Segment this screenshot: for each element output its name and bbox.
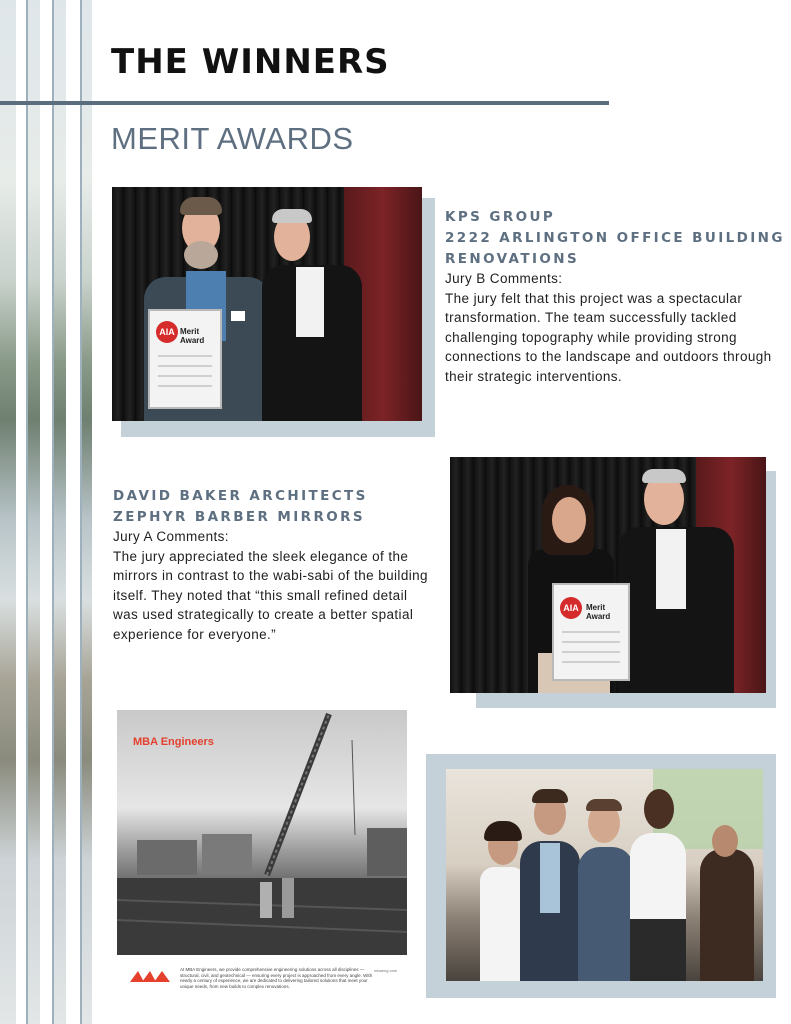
- jury-comment: The jury appreciated the sleek elegance of the mirrors in contrast to the wabi-sabi of the building itself. They noted that “this small refined detail was used strategically to create a better spatial experience for everyone.”: [113, 548, 428, 642]
- section-title: MERIT AWARDS: [111, 121, 354, 156]
- mba-logo-icon: [130, 969, 170, 982]
- jury-comment: The jury felt that this project was a spectacular transformation. The team successfully tackled challenging topography while providing strong connections to the landscape and outdoors through their strategic interventions.: [445, 290, 772, 384]
- award-plaque: [148, 309, 222, 409]
- award-heading-kps: [445, 207, 785, 270]
- jury-comment-kps: [445, 269, 775, 386]
- project-name: ZEPHYR BARBER MIRRORS: [113, 509, 366, 525]
- aia-logo: AIA: [560, 597, 582, 619]
- ad-url: mbaeng.com: [374, 968, 398, 973]
- award-photo-kps: [112, 187, 422, 421]
- sponsor-advertisement: [112, 706, 410, 991]
- jury-comment-dba: [113, 527, 435, 644]
- event-group-photo: [446, 769, 763, 981]
- title-divider: [0, 101, 609, 105]
- jury-label: Jury B Comments:: [445, 271, 563, 286]
- ad-copy: At MBA Engineers, we provide comprehensive engineering solutions across all disciplines — structural, civil, and geotechnical — ensuring every project is approached from every angle. With nearly a century of experience, we are dedicated to delivering tailored solutions that meet your unique needs, from new builds to complex renovations.: [180, 967, 373, 989]
- award-plaque: [552, 583, 630, 681]
- project-name: 2222 ARLINGTON OFFICE BUILDING: [445, 230, 785, 246]
- jury-label: Jury A Comments:: [113, 529, 229, 544]
- construction-photo: [117, 710, 407, 955]
- firm-name: KPS GROUP: [445, 209, 556, 225]
- plaque-award-text: Merit Award: [180, 327, 205, 345]
- page-title: THE WINNERS: [111, 42, 390, 82]
- award-heading-dba: [113, 486, 368, 528]
- firm-name: DAVID BAKER ARCHITECTS: [113, 488, 368, 504]
- aia-logo: AIA: [156, 321, 178, 343]
- award-photo-dba: [450, 457, 766, 693]
- plaque-award-text: Merit Award: [586, 603, 611, 621]
- ad-brand-name: MBA Engineers: [133, 736, 214, 748]
- project-name-cont: RENOVATIONS: [445, 251, 580, 267]
